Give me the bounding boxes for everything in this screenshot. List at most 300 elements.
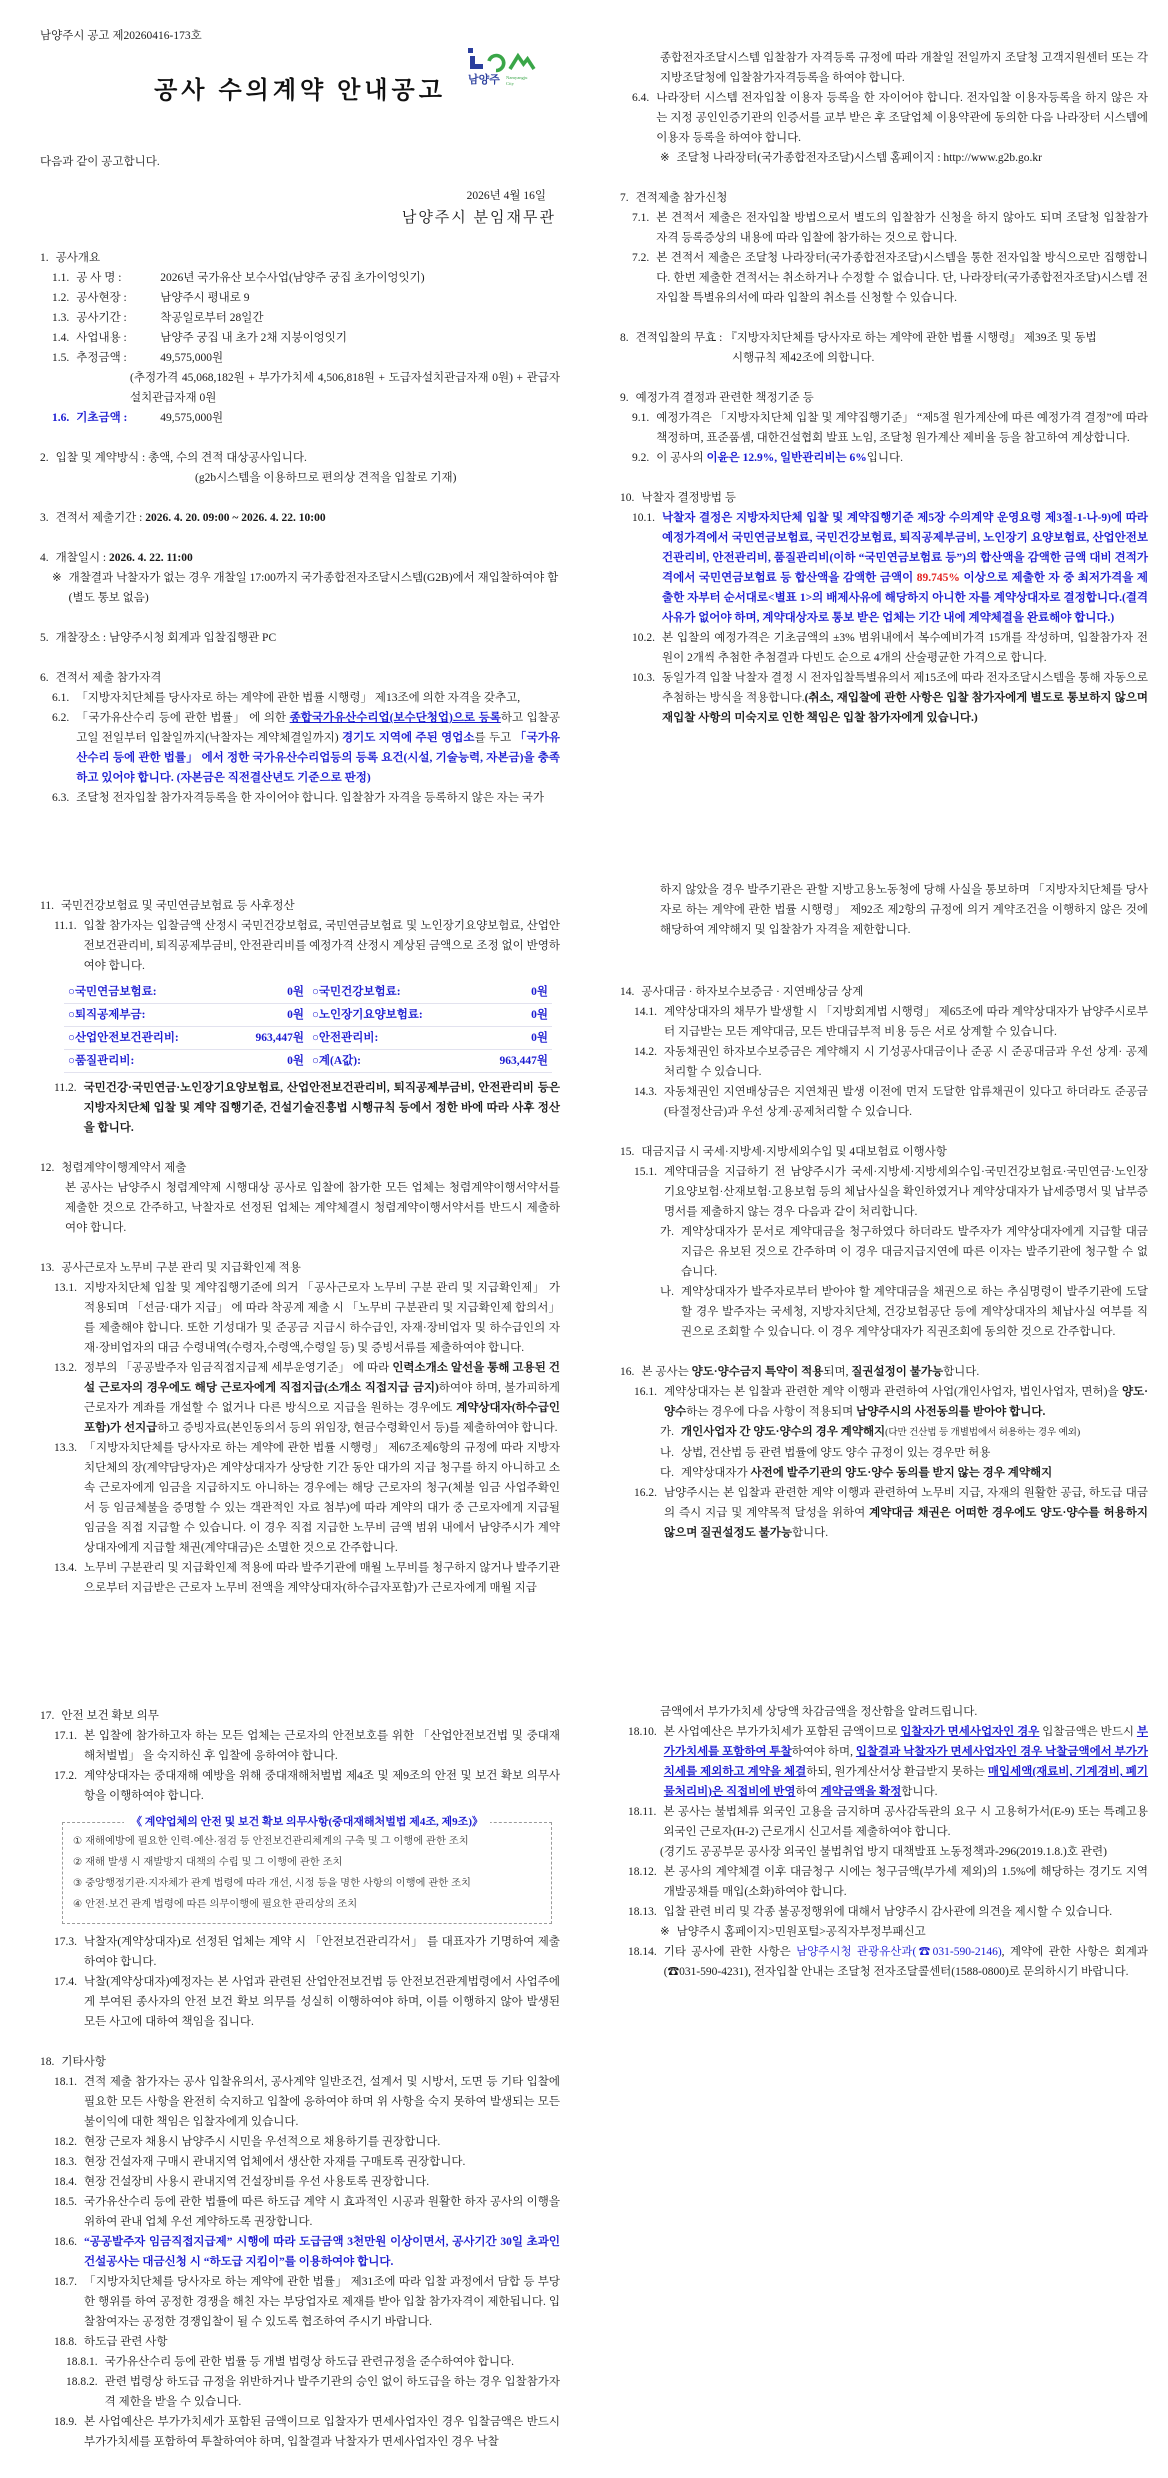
- text-run: 계약상대자가 발주자로부터 받아야 할 계약대금을 채권으로 하는 추심명령이 발주기관에 도달할 경우 발주자는 국세청, 지방자치단체, 건강보험공단 등에 계약상대자의 체납사실 여부를 직권으로 조회할 수 있습니다. 이 경우 계약상대자가 직권조회에 동의한 것으로 간주합니다.: [680, 1286, 1148, 1338]
- clause: [660, 1443, 1148, 1463]
- text-run: 49,575,000원: [160, 412, 224, 424]
- paragraph-text: [69, 568, 560, 608]
- paragraph-text: [84, 2152, 560, 2172]
- text-run: 경기도 지역에 주된 영업소: [342, 732, 475, 744]
- clause: [628, 1862, 1148, 1902]
- text-run: (추정가격 45,068,182원 + 부가가치세 4,506,818원 + 도급자설치관급자재 0원) + 관급자설치관급자재 0원: [130, 372, 560, 404]
- text-run: 사전에 발주기관의 양도·양수 동의를 받지 않는 경우 계약해지: [750, 1467, 1053, 1479]
- item-number: 14.: [620, 986, 635, 998]
- text-run: 「지방자치단체를 당사자로 하는 계약에 관한 법률 시행령」 제67조제6항의 규정에 따라 지방자치단체의 장(계약담당자)은 계약상대자가 상당한 기간 동안 대가의 지급 청구를 하지 아니하고 소속 근로자에게 임금을 지급하지도 아니하는 경우에는 해당 근로자의 청구(체불 임금 사업주확인서 등 임금체불을 증명할 수 있는 객관적인 자료 첨부)에 따라 계약의 대가 중 근로자에게 지급될 임금을 직접 지급할 수 있습니다. 이 경우 직접 지급한 노무비 금액 범위 내에서 남양주시가 계약상대자에게 지급할 채권(계약대금)은 소멸한 것으로 간주합니다.: [84, 1442, 560, 1554]
- text-run: 되며,: [823, 1366, 852, 1378]
- announcement-date: 2026년 4월 16일: [466, 190, 546, 202]
- paragraph-text: [105, 2372, 560, 2412]
- text-run: 매입세액(재료비, 기계경비, 폐기물처리비)은 직접비에 반영: [663, 1766, 1148, 1798]
- table-cell: ○퇴직공제부금:: [64, 1004, 230, 1027]
- text-run: 하도급 관련 사항: [84, 2336, 168, 2348]
- section-heading: [40, 1258, 560, 1278]
- heritage-dept-contact: 남양주시청 관광유산과(☎031-590-2146): [796, 1946, 1002, 1958]
- clause: [634, 1002, 1148, 1042]
- text-run: 상법, 건산법 등 관련 법률에 양도 양수 규정이 있는 경우만 허용: [680, 1447, 991, 1459]
- field-row: [52, 308, 560, 328]
- text-run: 계약상대자가: [680, 1467, 751, 1479]
- clause: [66, 2352, 560, 2372]
- item-number: 18.11.: [628, 1806, 657, 1818]
- item-number: 6.: [40, 672, 49, 684]
- item-number: 15.1.: [634, 1166, 657, 1178]
- field-row: [52, 348, 560, 368]
- paragraph-text: [105, 2352, 560, 2372]
- table-cell: ○안전관리비:: [308, 1027, 474, 1050]
- text-run: 종합국가유산수리업(보수단청업)으로 등록: [289, 712, 501, 724]
- paragraph-text: [61, 1158, 560, 1178]
- page-1-body: [40, 248, 560, 808]
- text-run: 견적서 제출기간 :: [55, 512, 146, 524]
- paragraph-text: [56, 668, 560, 688]
- text-run: 하고 입찰공고일 전일부터 입찰일까지(낙찰자는 계약체결일까지): [76, 712, 561, 744]
- clause: [632, 448, 1148, 468]
- text-run: 하여: [795, 1786, 821, 1798]
- paragraph-text: [656, 248, 1148, 308]
- text-run: 하는 경우에 다음 사항이 적용되며: [686, 1406, 857, 1418]
- item-number: 17.4.: [54, 1976, 77, 1988]
- item-number: 나.: [660, 1286, 674, 1298]
- paragraph-text: [641, 1142, 1148, 1162]
- text-run: 현장 건설자재 구매시 관내지역 업체에서 생산한 자재를 구매토록 권장합니다.: [84, 2156, 466, 2168]
- text-run: 낙찰자 결정방법 등: [641, 492, 736, 504]
- clause: [54, 2232, 560, 2272]
- text-run: 하여야 하며, 불가피하게 근로자가 계좌를 개설할 수 없거나 다른 방식으로 지급을 원하는 경우에도: [84, 1382, 560, 1414]
- item-number: 18.8.1.: [66, 2356, 98, 2368]
- paragraph-text: [84, 1358, 560, 1438]
- text-run: 「지방자치단체를 당사자로 하는 계약에 관한 법률」 제31조에 따라 입찰 과정에서 담합 등 부당한 행위를 하여 공정한 경쟁을 해친 자는 부당업자로 제재를 받아 입찰 참가자격이 제한됩니다. 입찰참여자는 공정한 경쟁입찰이 될 수 있도록 협조하여 주시기 바랍니다.: [84, 2276, 560, 2328]
- clause: [54, 1558, 560, 1598]
- text-run: 본 공사는 남양주시 청렴계약제 시행대상 공사로 입찰에 참가한 모든 업체는 청렴계약이행서약서를 제출한 것으로 간주하고, 낙찰자로 선정된 업체는 계약체결시 청렴계약이행서약서를 반드시 제출하여야 합니다.: [65, 1182, 560, 1234]
- paragraph-text: [677, 1922, 1148, 1942]
- paragraph-text: [65, 1178, 560, 1238]
- clause: [54, 2132, 560, 2152]
- page-3: [0, 826, 584, 1652]
- section-heading: [620, 388, 1148, 408]
- table-cell: ○품질관리비:: [64, 1050, 230, 1073]
- text-run: (g2b시스템을 이용하므로 편의상 견적을 입찰로 기재): [195, 472, 457, 484]
- paragraph-text: [681, 1422, 1148, 1443]
- clause: [634, 1042, 1148, 1082]
- item-number: 13.: [40, 1262, 55, 1274]
- clause: [54, 2272, 560, 2332]
- paragraph-text: [660, 880, 1148, 940]
- paragraph-text: [84, 1972, 560, 2032]
- text-run: 하여야 하며,: [791, 1746, 856, 1758]
- paragraph-text: [61, 1258, 560, 1278]
- text-run: 남양주시의 사전동의를 받아야 합니다.: [856, 1406, 1046, 1418]
- table-cell: ○계(A값):: [308, 1050, 474, 1073]
- section-heading: [40, 1158, 560, 1178]
- clause: [54, 2192, 560, 2232]
- page-5-body: [40, 1706, 560, 2452]
- text-run: 본 견적서 제출은 조달청 나라장터(국가종합전자조달)시스템을 통한 전자입찰 방식으로만 집행합니다. 한번 제출한 견적서는 취소하거나 수정할 수 없습니다. 단, 나라장터(국가종합전자조달)시스템 전자입찰 특별유의서에 따라 입찰의 취소를 신청할 수 있습니다.: [656, 252, 1148, 304]
- item-number: 18.4.: [54, 2176, 77, 2188]
- item-number: 13.4.: [54, 1562, 77, 1574]
- paragraph-text: [660, 1842, 1148, 1862]
- paragraph-text: [195, 468, 560, 488]
- intro-line: 다음과 같이 공고합니다.: [40, 156, 160, 168]
- clause: [660, 1422, 1148, 1443]
- paragraph-text: [61, 2052, 560, 2072]
- text-run: 국민건강보험료 및 국민연금보험료 등 사후정산: [60, 900, 295, 912]
- clause: [52, 708, 560, 788]
- item-number: 2.: [40, 452, 49, 464]
- text-run: 하지 않았을 경우 발주기관은 관할 지방고용노동청에 당해 사실을 통보하며 「지방자치단체를 당사자로 하는 계약에 관한 법률 시행령」 제92조 제2항의 규정에 의거 계약조건을 이행하지 않은 것에 해당하여 계약해지 및 입찰참가 자격을 제한합니다.: [660, 884, 1148, 936]
- text-run: 입찰금액은 반드시: [1039, 1726, 1137, 1738]
- text-run: 계약상대자는 본 입찰과 관련한 계약 이행과 관련하여 사업(개인사업자, 법인사업자, 면허)을: [664, 1386, 1122, 1398]
- clause: [632, 628, 1148, 668]
- item-number: ※: [660, 152, 670, 164]
- paragraph-text: [660, 48, 1148, 88]
- paragraph-text: [84, 2272, 560, 2332]
- paragraph-text: [664, 1162, 1148, 1222]
- table-cell: 0원: [474, 1027, 552, 1050]
- paragraph-text: [662, 508, 1148, 628]
- paragraph-text: [84, 1766, 560, 1806]
- item-number: 16.1.: [634, 1386, 657, 1398]
- clause: [628, 1802, 1148, 1842]
- text-run: 기타사항: [61, 2056, 106, 2068]
- text-run: 인력소개소 알선을 통해 고용된 건설 근로자의 경우에도 해당 근로자에게 직접지급(소개소 직접지급 금지): [84, 1362, 560, 1394]
- text-run: 공사개요: [55, 252, 101, 264]
- text-run: 시행규칙 제42조에 의합니다.: [732, 352, 875, 364]
- text-run: 견적서 제출 참가자격: [55, 672, 162, 684]
- table-cell: ○국민건강보험료:: [308, 981, 474, 1004]
- clause: [660, 1922, 1148, 1942]
- paragraph-text: [84, 2332, 560, 2352]
- clause: [54, 1726, 560, 1766]
- item-number: 나.: [660, 1447, 674, 1459]
- text-run: 조달청 전자입찰 참가자격등록을 한 자이어야 합니다. 입찰참가 자격을 등록하지 않은 자는 국가: [76, 792, 544, 804]
- clause: [52, 688, 560, 708]
- text-run: 본 사업예산은 부가가치세가 포함된 금액이므로 입찰자가 면세사업자인 경우 입찰금액은 반드시 부가가치세를 포함하여 투찰하여야 하며, 입찰결과 낙찰자가 면세사업자인 경우 낙찰: [84, 2416, 560, 2448]
- text-run: 기초금액 :: [76, 412, 128, 424]
- paragraph-text: [636, 188, 1148, 208]
- clause: [632, 668, 1148, 728]
- paragraph-text: [61, 896, 560, 916]
- section-heading: [620, 1142, 1148, 1162]
- paragraph-text: [656, 408, 1148, 448]
- item-number: 17.3.: [54, 1936, 77, 1948]
- paragraph-text: [84, 1932, 560, 1972]
- clause: [54, 1358, 560, 1438]
- paragraph-text: [76, 408, 560, 428]
- field-row: [52, 288, 560, 308]
- paragraph-text: [84, 2232, 560, 2272]
- table-cell: 0원: [230, 1050, 308, 1073]
- text-run: 이윤은 12.9%, 일반관리비는 6%: [706, 452, 867, 464]
- item-number: 1.: [40, 252, 49, 264]
- item-number: 8.: [620, 332, 629, 344]
- clause: [54, 2072, 560, 2132]
- paragraph-text: [61, 1706, 560, 1726]
- clause: [632, 508, 1148, 628]
- text-run: 종합전자조달시스템 입찰참가 자격등록 규정에 따라 개찰일 전일까지 조달청 고객지원센터 또는 각 지방조달청에 입찰참가자격등록을 하여야 합니다.: [660, 52, 1148, 84]
- paragraph-text: [56, 448, 560, 468]
- logo-english-name-line1: Namyangju: [506, 75, 528, 80]
- item-number: 18.13.: [628, 1906, 657, 1918]
- item-number: 17.1.: [54, 1730, 77, 1742]
- item-number: 13.2.: [54, 1362, 77, 1374]
- text-run: 이상으로 제출한 자 중 최저가격을 제출한 자부터 순서대로<별표 1>의 배제사유에 해당하지 아니한 자를 계약상대자로 결정합니다.(결격사유가 없어야 하며, 계약대상자로 통보 받은 업체는 기간 내에 계약체결을 완료해야 합니다.): [662, 572, 1148, 624]
- paragraph-text: [664, 1722, 1148, 1802]
- clause: [54, 1766, 560, 1806]
- item-number: 18.: [40, 2056, 55, 2068]
- clause: [54, 2172, 560, 2192]
- page-5: [0, 1652, 584, 2478]
- text-run: 국가유산수리 등에 관한 법률 등 개별 법령상 하도급 관련규정을 준수하여야 합니다.: [104, 2356, 514, 2368]
- item-number: ※: [52, 572, 62, 584]
- item-number: 가.: [660, 1226, 674, 1238]
- table-row: [64, 1027, 552, 1050]
- text-run: 본 공사의 계약체결 이후 대금청구 시에는 청구금액(부가세 제외)의 1.5%에 해당하는 경기도 지역개발공채를 매입(소화)하여야 합니다.: [663, 1866, 1148, 1898]
- notice-number: 남양주시 공고 제20260416-173호: [40, 30, 202, 42]
- text-run: 양도·양수: [664, 1386, 1148, 1418]
- item-number: 18.14.: [628, 1946, 657, 1958]
- paragraph-text: [677, 148, 1148, 168]
- clause: [660, 1222, 1148, 1282]
- paragraph-text: [664, 1483, 1148, 1543]
- clause: [634, 1082, 1148, 1122]
- text-run: , 계약에 관한 사항은 회계과 (☎031-590-4231), 전자입찰 안내는 조달청 전자조달콜센터(1588-0800)로 문의하시기 바랍니다.: [663, 1946, 1148, 1978]
- item-number: 18.5.: [54, 2196, 77, 2208]
- text-run: 89.745%: [916, 572, 960, 584]
- text-run: 자동채권인 지연배상금은 지연채권 발생 이전에 먼저 도달한 압류채권이 있다고 하더라도 준공금(타절정산금)과 우선 상계·공제처리할 수 있습니다.: [664, 1086, 1148, 1118]
- text-run: 노무비 구분관리 및 지급확인제 적용에 따라 발주기관에 매월 노무비를 청구하지 않거나 발주기관으로부터 지급받은 근로자 노무비 전액을 계약상대자(하수급자포함)가 근로자에게 매월 지급: [84, 1562, 560, 1594]
- item-number: 7.2.: [632, 252, 650, 264]
- text-run: 낙찰(계약상대자)예정자는 본 사업과 관련된 산업안전보건법 등 안전보건관계법령에서 사업주에게 부여된 종사자의 안전 보건 확보 의무를 성실히 이행하여야 하며, 이를 이행하지 않아 발생된 모든 사고에 대하여 책임을 집니다.: [84, 1976, 560, 2028]
- table-cell: 0원: [230, 1004, 308, 1027]
- item-number: 16.: [620, 1366, 635, 1378]
- text-run: 동일가격 입찰 낙찰자 결정 시 전자입찰특별유의서 제15조에 따라 전자조달시스템을 통해 자동으로 추첨하는 방식을 적용합니다.: [662, 672, 1148, 704]
- clause-continuation: [65, 1178, 560, 1238]
- paragraph-text: [636, 328, 1148, 348]
- paragraph-text: [664, 1382, 1148, 1422]
- item-number: 9.2.: [632, 452, 650, 464]
- text-run: 계약대금을 지급하기 전 남양주시가 국세·지방세·지방세외수입·국민건강보험료·국민연금·노인장기요양보험·산재보험·고용보험 등의 체납사실을 확인하였거나 계약상대자가 납세증명서 및 납부증명서를 제출하지 않는 경우 다음과 같이 처리합니다.: [664, 1166, 1148, 1218]
- paragraph-text: [656, 88, 1148, 148]
- paragraph-text: [663, 1802, 1148, 1842]
- page-title: 공사 수의계약 안내공고: [154, 78, 446, 104]
- section-heading: [40, 896, 560, 916]
- clause: [54, 1278, 560, 1358]
- text-run: 금액에서 부가가치세 상당액 차감금액을 정산함을 알려드립니다.: [660, 1706, 978, 1718]
- paragraph-text: [681, 1282, 1148, 1342]
- paragraph-text: [76, 348, 560, 368]
- paragraph-text: [84, 916, 560, 976]
- item-number: 10.1.: [632, 512, 655, 524]
- text-run: (다만 건산법 등 개별법에서 허용하는 경우 예외): [885, 1428, 1081, 1438]
- clause: [52, 788, 560, 808]
- paragraph-text: [76, 688, 560, 708]
- box-item: ② 재해 발생 시 재발방지 대책의 수립 및 그 이행에 관한 조치: [73, 1857, 343, 1868]
- item-number: 1.3.: [52, 312, 70, 324]
- item-number: 10.3.: [632, 672, 655, 684]
- text-run: 입찰자가 면세사업자인 경우: [900, 1726, 1040, 1738]
- paragraph-text: [656, 208, 1148, 248]
- field-row: [52, 328, 560, 348]
- clause: [54, 2152, 560, 2172]
- text-run: 「국가유산수리 등에 관한 법률」 에서 정한 국가유산수리업등의 등록 요건(시설, 기술능력, 자본금)을 충족하고 있어야 합니다. (자본금은 직전결산년도 기준으로 판정): [76, 732, 561, 784]
- clause: [632, 88, 1148, 148]
- item-number: 10.: [620, 492, 635, 504]
- item-number: 18.7.: [54, 2276, 77, 2288]
- text-run: 본 사업예산은 부가가치세가 포함된 금액이므로: [663, 1726, 901, 1738]
- section-heading: [620, 1362, 1148, 1382]
- text-run: 양도·양수금지 특약이 적용: [691, 1366, 824, 1378]
- text-run: 합니다.: [943, 1366, 980, 1378]
- box-title: 《 계약업체의 안전 및 보건 확보 의무사항(중대재해처벌법 제4조, 제9조)》: [124, 1816, 490, 1828]
- text-run: 계약금액을 확정: [820, 1786, 902, 1798]
- item-number: 18.3.: [54, 2156, 77, 2168]
- text-run: 청렴계약이행계약서 제출: [61, 1162, 187, 1174]
- text-run: 「국가유산수리 등에 관한 법률」 에 의한: [76, 712, 290, 724]
- text-run: 이 공사의: [656, 452, 707, 464]
- clause: [660, 1463, 1148, 1483]
- paragraph-text: [664, 1082, 1148, 1122]
- paragraph-text: [664, 1902, 1148, 1922]
- table-row: [64, 1050, 552, 1073]
- paragraph-text: [660, 1702, 1148, 1722]
- text-run: 계약상대자는 중대재해 예방을 위해 중대재해처벌법 제4조 및 제9조의 안전 및 보건 확보 의무사항을 이행하여야 합니다.: [84, 1770, 560, 1802]
- field-row: [52, 408, 560, 428]
- clause: [632, 208, 1148, 248]
- clause: [54, 2332, 560, 2352]
- item-number: 16.2.: [634, 1487, 657, 1499]
- paragraph-text: [656, 448, 1148, 468]
- clause: [628, 1902, 1148, 1922]
- text-run: 사업내용 :: [76, 332, 127, 344]
- item-number: 18.12.: [628, 1866, 657, 1878]
- text-run: 를 두고: [474, 732, 515, 744]
- text-run: 낙찰자(계약상대자)로 선정된 업체는 계약 시 「안전보건관리각서」 를 대표자가 기명하여 제출하여야 합니다.: [84, 1936, 560, 1968]
- text-run: 관련 법령상 하도급 규정을 위반하거나 발주기관의 승인 없이 하도급을 하는 경우 입찰참가자격 제한을 받을 수 있습니다.: [104, 2376, 560, 2408]
- clause: [632, 408, 1148, 448]
- box-item: ① 재해예방에 필요한 인력·예산·점검 등 안전보건관리체계의 구축 및 그 이행에 관한 조치: [73, 1836, 469, 1847]
- section-heading: [40, 2052, 560, 2072]
- paragraph-text: [641, 982, 1148, 1002]
- item-number: 1.5.: [52, 352, 70, 364]
- item-number: 15.: [620, 1146, 635, 1158]
- item-number: 18.6.: [54, 2236, 77, 2248]
- paragraph-text: [664, 1002, 1148, 1042]
- item-number: 1.2.: [52, 292, 70, 304]
- table-cell: ○국민연금보험료:: [64, 981, 230, 1004]
- logo-korean-name: 남양주: [468, 74, 500, 86]
- paragraph-text: [76, 328, 560, 348]
- clause-continuation: [732, 348, 1148, 368]
- text-run: 대금지급 시 국세·지방세·지방세외수입 및 4대보험료 이행사항: [641, 1146, 947, 1158]
- item-number: 9.1.: [632, 412, 650, 424]
- text-run: 지방자치단체 입찰 및 계약집행기준에 의거 「공사근로자 노무비 구분 관리 및 지급확인제」 가 적용되며 「선금·대가 지급」 에 따라 착공계 제출 시 「노무비 구분관리 및 지급확인제 합의서」 를 제출해야 합니다. 또한 기성대가 및 준공금 지급시 하수급인, 자재·장비업자 및 하수급인의 자재·장비업자의 대금 수령내역(수령자,수령액,수령일 등) 및 증빙서류를 제출하여야 합니다.: [84, 1282, 560, 1354]
- clause: [54, 1972, 560, 2032]
- clause: [634, 1162, 1148, 1222]
- item-number: 18.1.: [54, 2076, 77, 2088]
- item-number: 14.3.: [634, 1086, 657, 1098]
- clause: [54, 2412, 560, 2452]
- paragraph-text: [56, 508, 560, 528]
- page-6: [584, 1652, 1168, 2478]
- paragraph-text: [76, 268, 560, 288]
- section-heading: [620, 188, 1148, 208]
- text-run: 2026년 국가유산 보수사업(남양주 궁집 초가이엉잇기): [160, 272, 425, 284]
- paragraph-text: [662, 628, 1148, 668]
- text-run: 본 견적서 제출은 전자입찰 방법으로서 별도의 입찰참가 신청을 하지 않아도 되며 조달청 입찰참가 자격 등록증상의 내용에 따라 입찰에 참가하는 것으로 합니다.: [656, 212, 1148, 244]
- table-cell: ○노인장기요양보험료:: [308, 1004, 474, 1027]
- item-number: 14.1.: [634, 1006, 657, 1018]
- table-cell: ○산업안전보건관리비:: [64, 1027, 230, 1050]
- clause-continuation: [660, 880, 1148, 940]
- item-number: 5.: [40, 632, 49, 644]
- item-number: 6.3.: [52, 792, 70, 804]
- text-run: 입니다.: [866, 452, 903, 464]
- text-run: 현장 근로자 채용시 남양주시 시민을 우선적으로 채용하기를 권장합니다.: [84, 2136, 441, 2148]
- item-number: 7.1.: [632, 212, 650, 224]
- text-run: 남양주시 평내로 9: [160, 292, 250, 304]
- paragraph-text: [636, 388, 1148, 408]
- item-number: 11.2.: [54, 1082, 77, 1094]
- text-run: 공사대금 · 하자보수보증금 · 지연배상금 상계: [641, 986, 864, 998]
- text-run: 국가유산수리 등에 관한 법률에 따른 하도급 계약 시 효과적인 시공과 원활한 하자 공사의 이행을 위하여 관내 업체 우선 계약하도록 권장합니다.: [84, 2196, 560, 2228]
- text-run: 계약대금 채권은 어떠한 경우에도 양도·양수를 허용하지 않으며 질권설정도 불가능: [664, 1507, 1148, 1539]
- item-number: 1.4.: [52, 332, 70, 344]
- paragraph-text: [130, 368, 560, 408]
- page-6-body: [620, 1702, 1148, 1982]
- table-cell: 963,447원: [474, 1050, 552, 1073]
- text-run: 질권설정이 불가능: [851, 1366, 944, 1378]
- paragraph-text: [76, 308, 560, 328]
- item-number: 18.8.2.: [66, 2376, 98, 2388]
- paragraph-text: [76, 788, 560, 808]
- page-1: [0, 0, 584, 826]
- clause-continuation: [130, 368, 560, 408]
- clause: [52, 568, 560, 608]
- text-run: 본 공사는: [641, 1366, 692, 1378]
- paragraph-text: [732, 348, 1148, 368]
- text-run: 2026. 4. 22. 11:00: [109, 552, 193, 564]
- section-heading: [40, 508, 560, 528]
- item-number: 가.: [660, 1426, 674, 1438]
- paragraph-text: [84, 1558, 560, 1598]
- clause: [628, 1722, 1148, 1802]
- text-run: (별도 통보 없음): [68, 592, 149, 604]
- item-number: 다.: [660, 1467, 674, 1479]
- namyangju-city-logo: [466, 46, 550, 95]
- text-run: 개찰장소 : 남양주시청 회계과 입찰집행관 PC: [55, 632, 277, 644]
- section-heading: [620, 328, 1148, 348]
- text-run: 남양주시 홈페이지>민원포털>공직자부정부패신고: [676, 1926, 926, 1938]
- item-number: 13.3.: [54, 1442, 77, 1454]
- item-number: 9.: [620, 392, 629, 404]
- clause: [634, 1382, 1148, 1422]
- clause: [54, 916, 560, 976]
- paragraph-text: [681, 1443, 1148, 1463]
- clause: [628, 1942, 1148, 1982]
- table-cell: 0원: [474, 1004, 552, 1027]
- section-heading: [40, 548, 560, 568]
- clause-continuation: [660, 1842, 1148, 1862]
- text-run: 자동채권인 하자보수보증금은 계약해지 시 기성공사대금이나 준공 시 준공대금과 우선 상계· 공제처리할 수 있습니다.: [664, 1046, 1148, 1078]
- logo-english-name-line2: City: [506, 81, 514, 86]
- clause: [66, 2372, 560, 2412]
- text-run: 입찰 관련 비리 및 각종 불공정행위에 대해서 남양주시 감사관에 의견을 제시할 수 있습니다.: [663, 1906, 1113, 1918]
- text-run: 하되, 원가계산서상 환급받지 못하는: [806, 1766, 988, 1778]
- text-run: 국민건강·국민연금·노인장기요양보험료, 산업안전보건관리비, 퇴직공제부금비, 안전관리비 등은 지방자치단체 입찰 및 계약 집행기준, 건설기술진흥법 시행규칙 등에서 정한 바에 따라 사후 정산을 합니다.: [83, 1082, 560, 1134]
